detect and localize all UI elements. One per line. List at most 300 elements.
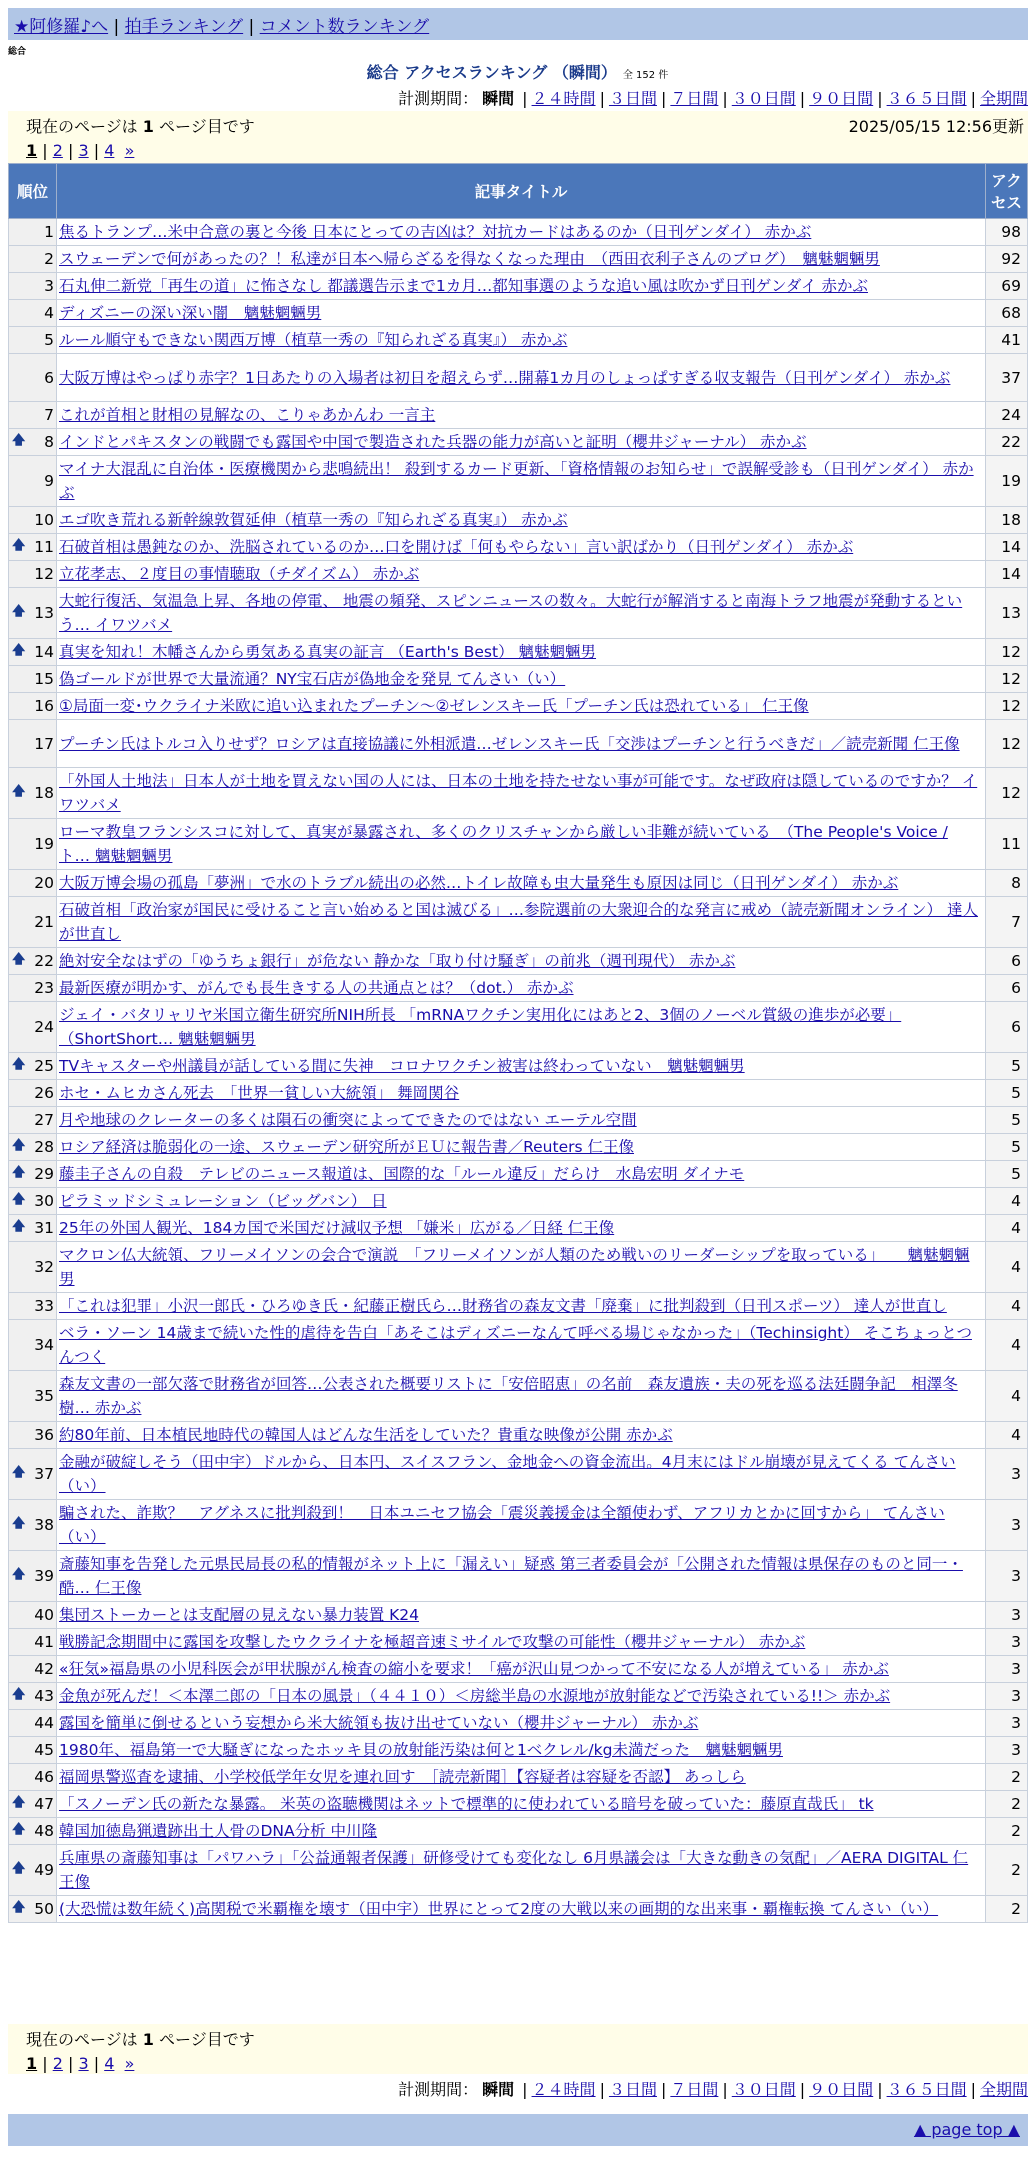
title-cell — [57, 1764, 986, 1791]
article-title-link[interactable]: 月や地球のクレーターの多くは隕石の衝突によってできたのではない エーテル空間 — [59, 1111, 637, 1129]
article-title-link[interactable]: 金魚が死んだ！＜本澤二郎の「日本の風景」（４４１０）＜房総半島の水源地が放射能などで汚染されている!!＞ 赤かぶ — [59, 1687, 891, 1705]
access-count: 3 — [986, 1629, 1028, 1656]
rank-up-arrow-icon: 🡅 — [12, 604, 26, 619]
title-cell — [57, 1896, 986, 1923]
rank-number: 13 — [34, 604, 54, 622]
article-title-link[interactable]: 藤圭子さんの自殺 テレビのニュース報道は、国際的な「ルール違反」だらけ 水島宏明 ダイナモ — [59, 1165, 745, 1183]
article-title-link[interactable]: マイナ大混乱に自治体・医療機関から悲鳴続出！ 殺到するカード更新、「資格情報のお知らせ」で誤解受診も（日刊ゲンダイ） 赤かぶ — [59, 460, 974, 502]
rank-cell — [9, 1500, 57, 1551]
period-bottom-3d-link[interactable]: ３日間 — [608, 2080, 657, 2099]
access-count: 12 — [986, 666, 1028, 693]
table-row — [9, 1791, 1028, 1818]
access-count: 5 — [986, 1134, 1028, 1161]
table-row — [9, 1764, 1028, 1791]
rank-cell — [9, 948, 57, 975]
rank-cell — [9, 219, 57, 246]
period-all-link[interactable]: 全期間 — [979, 89, 1028, 108]
rank-number: 48 — [34, 1822, 54, 1840]
access-count: 68 — [986, 300, 1028, 327]
access-count: 41 — [986, 327, 1028, 354]
rank-number: 50 — [34, 1900, 54, 1918]
rank-cell — [9, 429, 57, 456]
access-count: 13 — [986, 588, 1028, 639]
title-cell — [57, 456, 986, 507]
comment-ranking-link[interactable]: コメント数ランキング — [259, 17, 430, 37]
period-3d-link[interactable]: ３日間 — [608, 89, 657, 108]
title-cell — [57, 402, 986, 429]
rank-number: 16 — [34, 697, 54, 715]
article-title-link[interactable]: 石破首相「政治家が国民に受けること言い始めると国は滅びる」…参院選前の大衆迎合的な発言に戒め（読売新聞オンライン） 達人が世直し — [59, 901, 978, 943]
rank-number: 28 — [34, 1138, 54, 1156]
table-row — [9, 1551, 1028, 1602]
title-cell — [57, 1161, 986, 1188]
rank-up-arrow-icon: 🡅 — [12, 1057, 26, 1072]
table-row — [9, 1053, 1028, 1080]
article-title-link[interactable]: «狂気»福島県の小児科医会が甲状腺がん検査の縮小を要求！「癌が沢山見つかって不安になる人が増えている」 赤かぶ — [59, 1660, 889, 1678]
header-access: アクセス — [986, 164, 1028, 219]
rank-number: 15 — [34, 670, 54, 688]
rank-number: 45 — [34, 1741, 54, 1759]
rank-cell — [9, 975, 57, 1002]
table-row — [9, 1845, 1028, 1896]
title-cell — [57, 1134, 986, 1161]
access-count: 3 — [986, 1737, 1028, 1764]
rank-cell — [9, 327, 57, 354]
access-count: 12 — [986, 639, 1028, 666]
access-count: 6 — [986, 1002, 1028, 1053]
article-title-link[interactable]: ローマ教皇フランシスコに対して、真実が暴露され、多くのクリスチャンから厳しい非難が続いている （The People's Voice / ト… 魑魅魍魎男 — [59, 823, 948, 865]
article-title-link[interactable]: 露国を簡単に倒せるという妄想から米大統領も抜け出せていない（櫻井ジャーナル） 赤かぶ — [59, 1714, 699, 1732]
access-count: 4 — [986, 1371, 1028, 1422]
access-count: 18 — [986, 507, 1028, 534]
rank-cell — [9, 273, 57, 300]
title-cell — [57, 1656, 986, 1683]
title-cell — [57, 1107, 986, 1134]
rank-up-arrow-icon: 🡅 — [12, 1138, 26, 1153]
rank-cell — [9, 1080, 57, 1107]
article-title-link[interactable]: 石丸伸二新党「再生の道」に怖さなし 都議選告示まで1カ月…都知事選のような追い風は吹かず日刊ゲンダイ 赤かぶ — [59, 277, 868, 295]
table-row — [9, 1710, 1028, 1737]
article-title-link[interactable]: 兵庫県の斎藤知事は「パワハラ」「公益通報者保護」研修受けても変化なし 6月県議会は「大きな動きの気配」／AERA DIGITAL 仁王像 — [59, 1849, 969, 1891]
period-bottom-30d-link[interactable]: ３０日間 — [731, 2080, 796, 2099]
table-row — [9, 1320, 1028, 1371]
title-cell — [57, 1737, 986, 1764]
title-cell — [57, 1080, 986, 1107]
access-count: 12 — [986, 768, 1028, 819]
rank-cell — [9, 639, 57, 666]
title-cell — [57, 273, 986, 300]
table-row — [9, 273, 1028, 300]
article-title-link[interactable]: 大蛇行復活、気温急上昇、各地の停電、 地震の頻発、スピンニュースの数々。大蛇行が解消すると南海トラフ地震が発動するという… イワツバメ — [59, 592, 963, 634]
access-count: 4 — [986, 1188, 1028, 1215]
article-title-link[interactable]: ジェイ・バタリャリヤ米国立衛生研究所NIH所長 「mRNAワクチン実用化にはあと2、3個のノーベル賞級の進歩が必要」（ShortShort… 魑魅魍魎男 — [59, 1006, 902, 1048]
period-90d-link[interactable]: ９０日間 — [809, 89, 874, 108]
title-cell — [57, 819, 986, 870]
article-title-link[interactable]: ディズニーの深い深い闇 魑魅魍魎男 — [59, 304, 322, 322]
access-count: 14 — [986, 561, 1028, 588]
access-count: 4 — [986, 1215, 1028, 1242]
access-count: 5 — [986, 1161, 1028, 1188]
article-title-link[interactable]: ホセ・ムヒカさん死去 「世界一貧しい大統領」 舞岡関谷 — [59, 1084, 460, 1102]
access-count: 98 — [986, 219, 1028, 246]
article-title-link[interactable]: 焦るトランプ…米中合意の裏と今後 日本にとっての吉凶は？対抗カードはあるのか（日刊ゲンダイ） 赤かぶ — [59, 223, 812, 241]
article-title-link[interactable]: これが首相と財相の見解なの、こりゃあかんわ 一言主 — [59, 406, 436, 424]
article-title-link[interactable]: 25年の外国人観光、184カ国で米国だけ減収予想 「嫌米」広がる／日経 仁王像 — [59, 1219, 615, 1237]
rank-number: 18 — [34, 784, 54, 802]
title-cell — [57, 588, 986, 639]
access-count: 3 — [986, 1551, 1028, 1602]
title-cell — [57, 1710, 986, 1737]
access-count: 3 — [986, 1683, 1028, 1710]
article-title-link[interactable]: 金融が破綻しそう（田中宇）ドルから、日本円、スイスフラン、金地金への資金流出。4月末にはドル崩壊が見えてくる てんさい（い） — [59, 1453, 956, 1495]
rank-cell — [9, 768, 57, 819]
table-row — [9, 1500, 1028, 1551]
article-title-link[interactable]: (大恐慌は数年続く)高関税で米覇権を壊す（田中宇）世界にとって2度の大戦以来の画期的な出来事・覇権転換 てんさい（い） — [59, 1900, 939, 1918]
period-bottom-365d-link[interactable]: ３６５日間 — [886, 2080, 967, 2099]
rank-up-arrow-icon: 🡅 — [12, 1465, 26, 1480]
article-title-link[interactable]: 石破首相は愚鈍なのか、洗脳されているのか…口を開けば「何もやらない」言い訳ばかり（日刊ゲンダイ） 赤かぶ — [59, 538, 854, 556]
title-cell — [57, 1215, 986, 1242]
table-row — [9, 354, 1028, 402]
rank-number: 25 — [34, 1057, 54, 1075]
rank-cell — [9, 1107, 57, 1134]
article-title-link[interactable]: 騙された、詐欺？ アグネスに批判殺到！ 日本ユニセフ協会「震災義援金は全額使わず、アフリカとかに回すから」 てんさい（い） — [59, 1504, 945, 1546]
header-title: 記事タイトル — [57, 164, 986, 219]
rank-up-arrow-icon: 🡅 — [12, 1516, 26, 1531]
access-count: 37 — [986, 354, 1028, 402]
table-row — [9, 1293, 1028, 1320]
period-24h-link[interactable]: ２４時間 — [531, 89, 596, 108]
rank-number: 17 — [34, 734, 54, 753]
period-bottom-all-link[interactable]: 全期間 — [979, 2080, 1028, 2099]
table-row — [9, 1629, 1028, 1656]
rank-up-arrow-icon: 🡅 — [12, 1192, 26, 1207]
rank-number: 19 — [34, 835, 54, 853]
table-row — [9, 1896, 1028, 1923]
rank-cell — [9, 1764, 57, 1791]
title-cell — [57, 1242, 986, 1293]
period-bottom-90d-link[interactable]: ９０日間 — [809, 2080, 874, 2099]
table-row — [9, 693, 1028, 720]
article-title-link[interactable]: 偽ゴールドが世界で大量流通？NY宝石店が偽地金を発見 てんさい（い） — [59, 670, 566, 688]
rank-cell — [9, 870, 57, 897]
access-count: 3 — [986, 1500, 1028, 1551]
current-page-text-bottom: 現在のページは 1 ページ目です — [26, 2030, 255, 2049]
rank-cell — [9, 1188, 57, 1215]
access-count: 3 — [986, 1602, 1028, 1629]
rank-number: 44 — [34, 1714, 54, 1732]
rank-number: 3 — [44, 277, 54, 295]
access-count: 11 — [986, 819, 1028, 870]
rank-up-arrow-icon: 🡅 — [12, 1219, 26, 1234]
access-count: 92 — [986, 246, 1028, 273]
ranking-body — [9, 219, 1028, 1923]
table-row — [9, 534, 1028, 561]
rank-cell — [9, 1422, 57, 1449]
article-title-link[interactable]: 「外国人土地法」日本人が土地を買えない国の人には、日本の土地を持たせない事が可能です。なぜ政府は隠しているのですか？ イワツバメ — [59, 772, 978, 814]
pager-page-4[interactable]: 4 — [104, 141, 115, 160]
article-title-link[interactable]: 最新医療が明かす、がんでも長生きする人の共通点とは？（dot.） 赤かぶ — [59, 979, 574, 997]
title-cell — [57, 1320, 986, 1371]
title-cell — [57, 1188, 986, 1215]
period-30d-link[interactable]: ３０日間 — [731, 89, 796, 108]
rank-cell — [9, 1602, 57, 1629]
rank-number: 47 — [34, 1795, 54, 1813]
title-cell — [57, 1053, 986, 1080]
table-row — [9, 1161, 1028, 1188]
access-count: 4 — [986, 1242, 1028, 1293]
table-row — [9, 1422, 1028, 1449]
title-cell — [57, 219, 986, 246]
rank-cell — [9, 897, 57, 948]
rank-cell — [9, 1845, 57, 1896]
rank-number: 37 — [34, 1465, 54, 1483]
table-row — [9, 1371, 1028, 1422]
title-cell — [57, 639, 986, 666]
title-cell — [57, 534, 986, 561]
rank-number: 9 — [44, 472, 54, 490]
access-count: 2 — [986, 1764, 1028, 1791]
rank-cell — [9, 1293, 57, 1320]
article-title-link[interactable]: 「スノーデン氏の新たな暴露。 米英の盗聴機関はネットで標準的に使われている暗号を破っていた：藤原直哉氏」 tk — [59, 1795, 874, 1813]
table-row — [9, 1215, 1028, 1242]
pager-next[interactable]: » — [124, 141, 135, 160]
table-row — [9, 975, 1028, 1002]
rank-cell — [9, 588, 57, 639]
section-label: 総合 — [8, 47, 27, 57]
pager-page-2[interactable]: 2 — [52, 141, 63, 160]
access-count: 24 — [986, 402, 1028, 429]
rank-number: 6 — [44, 368, 54, 387]
article-title-link[interactable]: ベラ・ソーン 14歳まで続いた性的虐待を告白「あそこはディズニーなんて呼べる場じゃなかった」（Techinsight） そこちょっとつんつく — [59, 1324, 972, 1366]
pager-page-3[interactable]: 3 — [78, 141, 89, 160]
article-title-link[interactable]: ロシア経済は脆弱化の一途、スウェーデン研究所がＥＵに報告書／Reuters 仁王像 — [59, 1138, 634, 1156]
rank-number: 39 — [34, 1567, 54, 1585]
rank-number: 41 — [34, 1633, 54, 1651]
title-cell — [57, 975, 986, 1002]
article-title-link[interactable]: 約80年前、日本植民地時代の韓国人はどんな生活をしていた？貴重な映像が公開 赤かぶ — [59, 1426, 673, 1444]
pager-bottom-next[interactable]: » — [124, 2054, 135, 2073]
rank-cell — [9, 1818, 57, 1845]
article-title-link[interactable]: 立花孝志、２度目の事情聴取（チダイズム） 赤かぶ — [59, 565, 420, 583]
table-row — [9, 1107, 1028, 1134]
rank-up-arrow-icon: 🡅 — [12, 1900, 26, 1915]
access-count: 4 — [986, 1422, 1028, 1449]
title-cell — [57, 1818, 986, 1845]
access-count: 2 — [986, 1845, 1028, 1896]
article-title-link[interactable]: 集団ストーカーとは支配層の見えない暴力装置 K24 — [59, 1606, 420, 1624]
rank-up-arrow-icon: 🡅 — [12, 1822, 26, 1837]
table-row — [9, 1134, 1028, 1161]
access-count: 22 — [986, 429, 1028, 456]
access-count: 2 — [986, 1896, 1028, 1923]
article-title-link[interactable]: 福岡県警巡査を逮捕、小学校低学年女児を連れ回す ［読売新聞］【容疑者は容疑を否認】 あっしら — [59, 1768, 746, 1786]
article-title-link[interactable]: 「これは犯罪」小沢一郎氏・ひろゆき氏・紀藤正樹氏ら…財務省の森友文書「廃棄」に批判殺到（日刊スポーツ） 達人が世直し — [59, 1297, 947, 1315]
asyura-home-link[interactable]: ★阿修羅♪へ — [14, 17, 109, 37]
article-title-link[interactable]: エゴ吹き荒れる新幹線敦賀延伸（植草一秀の『知られざる真実』） 赤かぶ — [59, 511, 568, 529]
rank-number: 30 — [34, 1192, 54, 1210]
table-row — [9, 429, 1028, 456]
rank-cell — [9, 693, 57, 720]
pager-bottom-page-3[interactable]: 3 — [78, 2054, 89, 2073]
rank-cell — [9, 1896, 57, 1923]
title-cell — [57, 1293, 986, 1320]
rank-cell — [9, 1134, 57, 1161]
title-cell — [57, 327, 986, 354]
rank-up-arrow-icon: 🡅 — [12, 1567, 26, 1582]
table-row — [9, 219, 1028, 246]
title-cell — [57, 354, 986, 402]
article-title-link[interactable]: プーチン氏はトルコ入りせず？ロシアは直接協議に外相派遣…ゼレンスキー氏「交渉はプーチンと行うべきだ」／読売新聞 仁王像 — [59, 734, 960, 753]
table-row — [9, 507, 1028, 534]
pager-top: 1 | 2 | 3 | 4 » — [26, 141, 135, 160]
access-count: 69 — [986, 273, 1028, 300]
top-nav-bar: ★阿修羅♪へ | 拍手ランキング | コメント数ランキング — [8, 8, 1028, 40]
rank-up-arrow-icon: 🡅 — [12, 1165, 26, 1180]
article-title-link[interactable]: 真実を知れ！木幡さんから勇気ある真実の証言 （Earth's Best） 魑魅魍魎男 — [59, 643, 597, 661]
title-cell — [57, 246, 986, 273]
title-cell — [57, 300, 986, 327]
article-title-link[interactable]: 韓国加徳島猟遺跡出土人骨のDNA分析 中川隆 — [59, 1822, 378, 1840]
pager-bottom-page-1: 1 — [26, 2054, 38, 2073]
rank-number: 20 — [34, 874, 54, 892]
title-cell — [57, 870, 986, 897]
article-title-link[interactable]: 戦勝記念期間中に露国を攻撃したウクライナを極超音速ミサイルで攻撃の可能性（櫻井ジャーナル） 赤かぶ — [59, 1633, 806, 1651]
rank-up-arrow-icon: 🡅 — [12, 1687, 26, 1702]
table-row — [9, 1656, 1028, 1683]
article-title-link[interactable]: 1980年、福島第一で大騒ぎになったホッキ貝の放射能汚染は何と1ベクレル/kg未満だった 魑魅魍魎男 — [59, 1741, 783, 1759]
rank-cell — [9, 354, 57, 402]
rank-cell — [9, 1242, 57, 1293]
period-bottom-7d-link[interactable]: ７日間 — [670, 2080, 719, 2099]
table-row — [9, 1080, 1028, 1107]
rank-cell — [9, 1656, 57, 1683]
table-row — [9, 1602, 1028, 1629]
article-title-link[interactable]: ルール順守もできない関西万博（植草一秀の『知られざる真実』） 赤かぶ — [59, 331, 568, 349]
title-cell — [57, 1791, 986, 1818]
access-count: 19 — [986, 456, 1028, 507]
rank-up-arrow-icon: 🡅 — [12, 643, 26, 658]
rank-number: 23 — [34, 979, 54, 997]
title-cell — [57, 1422, 986, 1449]
rank-number: 8 — [44, 433, 54, 451]
table-row — [9, 456, 1028, 507]
rank-number: 38 — [34, 1516, 54, 1534]
rank-number: 34 — [34, 1336, 54, 1354]
article-title-link[interactable]: 絶対安全なはずの「ゆうちょ銀行」が危ない 静かな「取り付け騒ぎ」の前兆（週刊現代） 赤かぶ — [59, 952, 736, 970]
table-row — [9, 897, 1028, 948]
rank-up-arrow-icon: 🡅 — [12, 1795, 26, 1810]
access-count: 3 — [986, 1449, 1028, 1500]
rank-number: 29 — [34, 1165, 54, 1183]
article-title-link[interactable]: インドとパキスタンの戦闘でも露国や中国で製造された兵器の能力が高いと証明（櫻井ジャーナル） 赤かぶ — [59, 433, 807, 451]
page-top-link[interactable]: ▲ page top ▲ — [913, 2120, 1020, 2139]
rank-number: 26 — [34, 1084, 54, 1102]
table-row — [9, 402, 1028, 429]
article-title-link[interactable]: 大阪万博はやっぱり赤字？1日あたりの入場者は初日を超えらず…開幕1カ月のしょっぱすぎる収支報告（日刊ゲンダイ） 赤かぶ — [59, 368, 951, 387]
table-row — [9, 1683, 1028, 1710]
title-cell — [57, 1371, 986, 1422]
access-count: 4 — [986, 1320, 1028, 1371]
rank-cell — [9, 561, 57, 588]
pager-bottom-page-2[interactable]: 2 — [52, 2054, 63, 2073]
table-row — [9, 561, 1028, 588]
access-count: 6 — [986, 975, 1028, 1002]
rank-number: 11 — [34, 538, 54, 556]
ranking-table — [8, 163, 1028, 1923]
rank-cell — [9, 1791, 57, 1818]
rank-number: 49 — [34, 1861, 54, 1879]
title-cell — [57, 561, 986, 588]
table-row — [9, 1449, 1028, 1500]
pager-bottom-page-4[interactable]: 4 — [104, 2054, 115, 2073]
article-title-link[interactable]: TVキャスターや州議員が話している間に失神 コロナワクチン被害は終わっていない 魑魅魍魎男 — [59, 1057, 745, 1075]
article-title-link[interactable]: ①局面一変･ウクライナ米欧に追い込まれたプーチン～②ゼレンスキー氏「プーチン氏は恐れている」 仁王像 — [59, 697, 809, 715]
title-cell — [57, 720, 986, 768]
total-count: 全 152 件 — [622, 70, 669, 81]
table-row — [9, 666, 1028, 693]
article-title-link[interactable]: 森友文書の一部欠落で財務省が回答…公表された概要リストに「安倍昭恵」の名前 森友遺族・夫の死を巡る法廷闘争記 相澤冬樹… 赤かぶ — [59, 1375, 958, 1417]
rank-number: 36 — [34, 1426, 54, 1444]
rank-number: 5 — [44, 331, 54, 349]
title-cell — [57, 666, 986, 693]
page-info-bottom — [8, 2024, 1028, 2074]
current-page-text: 現在のページは 1 ページ目です — [26, 117, 255, 136]
rank-cell — [9, 456, 57, 507]
rank-number: 42 — [34, 1660, 54, 1678]
table-row — [9, 720, 1028, 768]
access-count: 3 — [986, 1710, 1028, 1737]
rank-cell — [9, 1683, 57, 1710]
rank-cell — [9, 1629, 57, 1656]
table-row — [9, 300, 1028, 327]
table-row — [9, 819, 1028, 870]
period-selector-bottom: 計測期間： 瞬間 | ２４時間 | ３日間 | ７日間 | ３０日間 | ９０日間 | ３６５日間 | 全期間 — [398, 2080, 1028, 2099]
rank-cell — [9, 1161, 57, 1188]
article-title-link[interactable]: ピラミッドシミュレーション（ビッグバン） 日 — [59, 1192, 387, 1210]
period-bottom-24h-link[interactable]: ２４時間 — [531, 2080, 596, 2099]
table-row — [9, 1737, 1028, 1764]
period-365d-link[interactable]: ３６５日間 — [886, 89, 967, 108]
table-row — [9, 1818, 1028, 1845]
article-title-link[interactable]: マクロン仏大統領、フリーメイソンの会合で演説 「フリーメイソンが人類のため戦いのリーダーシップを取っている」 魑魅魍魎男 — [59, 1246, 970, 1288]
article-title-link[interactable]: 斎藤知事を告発した元県民局長の私的情報がネット上に「漏えい」疑惑 第三者委員会が「公開された情報は県保存のものと同一・酷… 仁王像 — [59, 1555, 963, 1597]
updated-time: 2025/05/15 12:56更新 — [848, 117, 1024, 136]
period-label-bottom: 計測期間： — [398, 2080, 479, 2099]
table-row — [9, 1188, 1028, 1215]
rank-cell — [9, 1551, 57, 1602]
title-cell — [57, 1551, 986, 1602]
rank-cell — [9, 507, 57, 534]
period-selector-top: 計測期間： 瞬間 | ２４時間 | ３日間 | ７日間 | ３０日間 | ９０日間 | ３６５日間 | 全期間 — [398, 89, 1028, 108]
rank-number: 31 — [34, 1219, 54, 1237]
period-7d-link[interactable]: ７日間 — [670, 89, 719, 108]
rank-up-arrow-icon: 🡅 — [12, 1861, 26, 1876]
rank-cell — [9, 1371, 57, 1422]
header-rank: 順位 — [9, 164, 57, 219]
page-top-bar — [8, 2114, 1028, 2146]
rank-number: 1 — [44, 223, 54, 241]
article-title-link[interactable]: 大阪万博会場の孤島「夢洲」で水のトラブル続出の必然…トイレ故障も虫大量発生も原因は同じ（日刊ゲンダイ） 赤かぶ — [59, 874, 899, 892]
rank-number: 14 — [34, 643, 54, 661]
table-row — [9, 1002, 1028, 1053]
pager-bottom: 1 | 2 | 3 | 4 » — [26, 2054, 135, 2073]
article-title-link[interactable]: スウェーデンで何があったの？！私達が日本へ帰らざるを得なくなった理由 （西田衣利子さんのブログ） 魑魅魍魎男 — [59, 250, 880, 268]
title-cell — [57, 1629, 986, 1656]
period-current: 瞬間 — [482, 89, 515, 108]
title-cell — [57, 1683, 986, 1710]
applause-ranking-link[interactable]: 拍手ランキング — [124, 17, 244, 37]
